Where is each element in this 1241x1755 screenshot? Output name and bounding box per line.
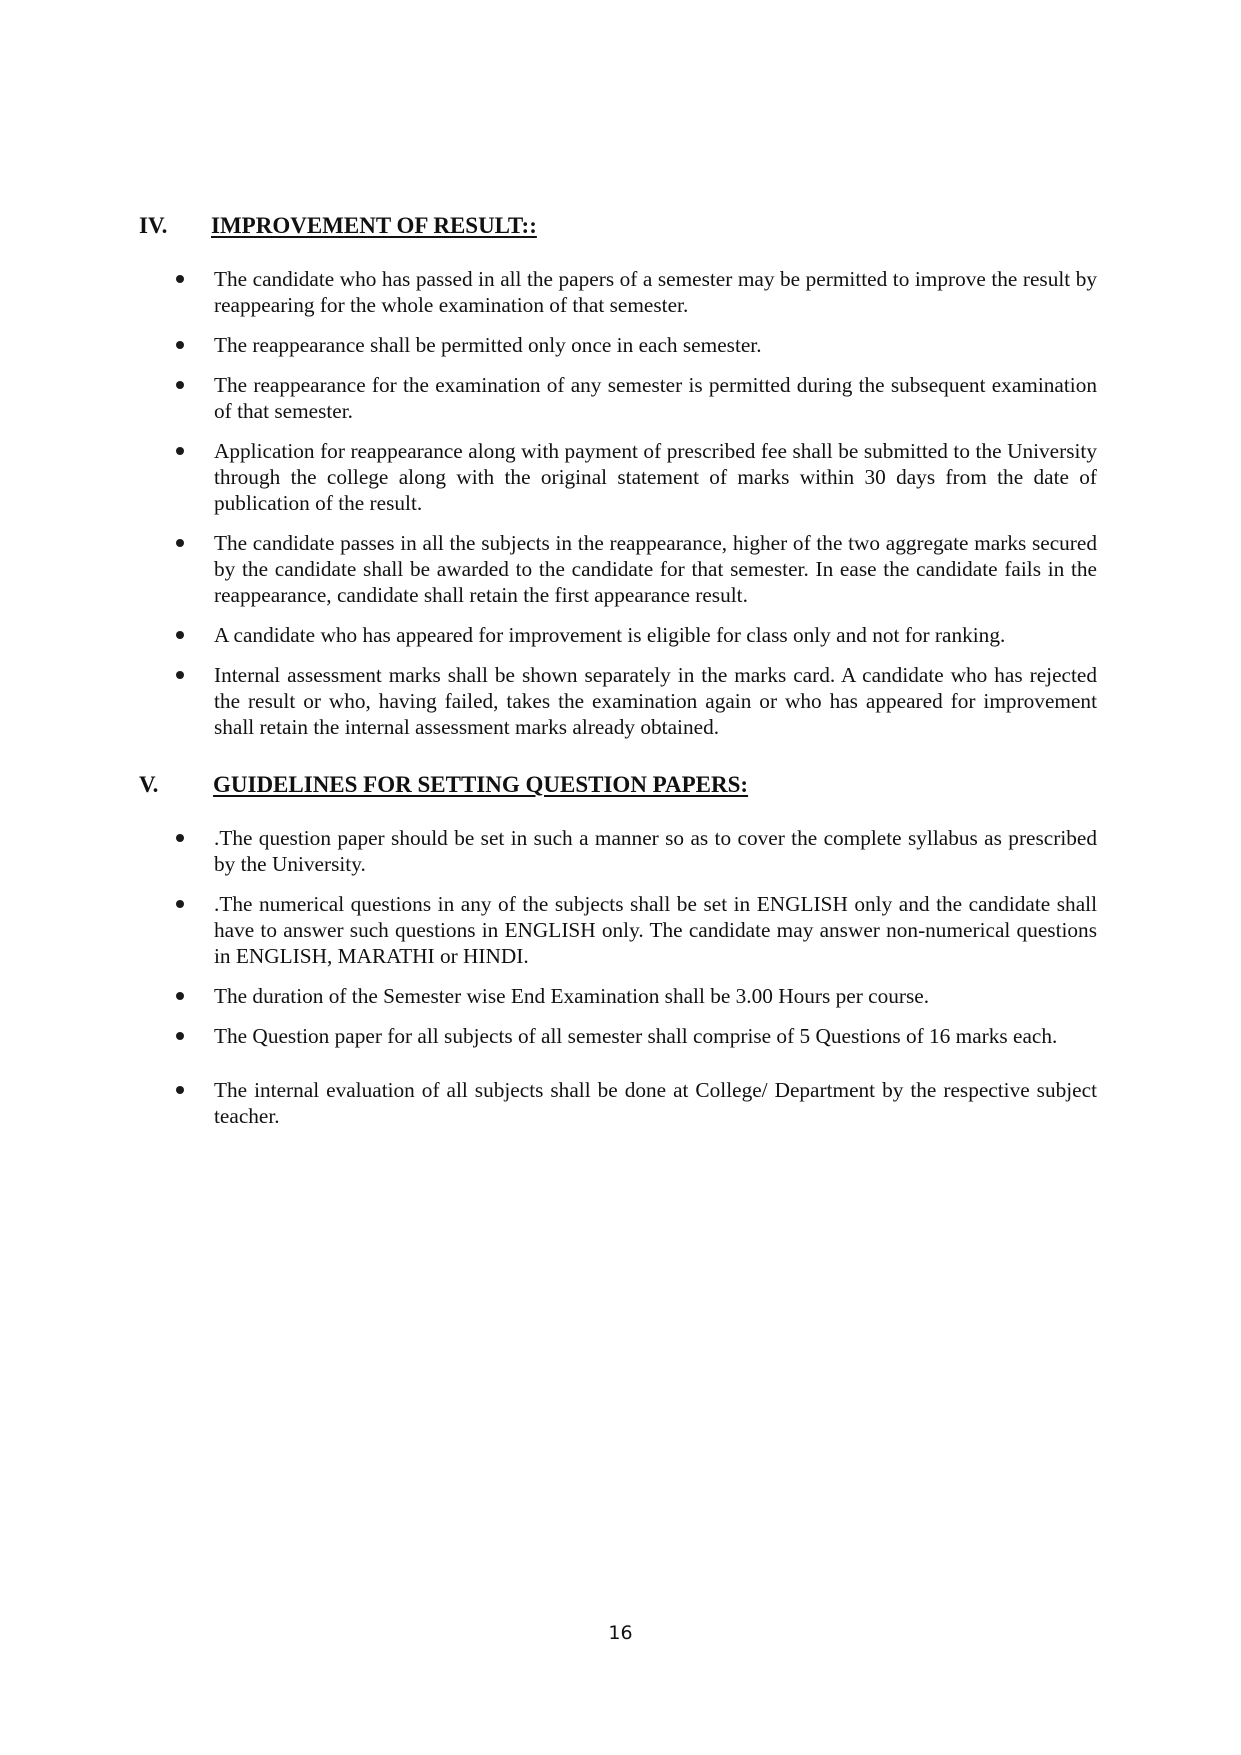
list-item-text: The duration of the Semester wise End Examination shall be 3.00 Hours per course.: [214, 984, 930, 1008]
bullet-icon: [176, 539, 184, 547]
bullet-icon: [176, 631, 184, 639]
list-item: [176, 662, 1097, 740]
list-item-text: The reappearance for the examination of any semester is permitted during the subsequent examination of that semester.: [214, 373, 1097, 423]
list-item-text: Application for reappearance along with payment of prescribed fee shall be submitted to the University through the college along with the original statement of marks within 30 days from the date of publication of the result.: [214, 439, 1097, 515]
list-item-text: The Question paper for all subjects of all semester shall comprise of 5 Questions of 16 marks each.: [214, 1024, 1058, 1048]
bullet-icon: [176, 341, 184, 349]
list-item: [176, 825, 1097, 877]
bullet-icon: [176, 447, 184, 455]
bullet-icon: [176, 275, 184, 283]
list-item-text: A candidate who has appeared for improvement is eligible for class only and not for ranking.: [214, 623, 1006, 647]
list-item: [176, 891, 1097, 969]
list-item: [176, 622, 1097, 648]
list-item-text: Internal assessment marks shall be shown separately in the marks card. A candidate who has rejected the result or who, having failed, takes the examination again or who has appeared for improvement shall retain the internal assessment marks already obtained.: [214, 663, 1097, 739]
list-item: [176, 983, 1097, 1009]
list-item-text: The candidate passes in all the subjects in the reappearance, higher of the two aggregate marks secured by the candidate shall be awarded to the candidate for that semester. In ease the candidate fails in the reappearance, candidate shall retain the first appearance result.: [214, 531, 1097, 607]
bullet-icon: [176, 1032, 184, 1040]
bullet-icon: [176, 671, 184, 679]
bullet-icon: [176, 834, 184, 842]
list-item: [176, 372, 1097, 424]
list-item: [176, 266, 1097, 318]
list-item-text: .The question paper should be set in such a manner so as to cover the complete syllabus as prescribed by the University.: [214, 826, 1097, 876]
bullet-icon: [176, 381, 184, 389]
page-number: 16: [608, 1622, 633, 1644]
bullet-icon: [176, 1086, 184, 1094]
list-item: [176, 1023, 1097, 1049]
list-item-text: The reappearance shall be permitted only once in each semester.: [214, 333, 762, 357]
bullet-icon: [176, 992, 184, 1000]
list-item: [176, 1077, 1097, 1129]
list-item: [176, 438, 1097, 516]
list-item: [176, 530, 1097, 608]
section-title: GUIDELINES FOR SETTING QUESTION PAPERS:: [213, 772, 749, 797]
section-number: IV.: [139, 213, 168, 238]
list-item-text: The candidate who has passed in all the papers of a semester may be permitted to improve the result by reappearing for the whole examination of that semester.: [214, 267, 1097, 317]
list-item-text: .The numerical questions in any of the subjects shall be set in ENGLISH only and the candidate shall have to answer such questions in ENGLISH only. The candidate may answer non-numerical questions in ENGLISH, MARATHI or HINDI.: [214, 892, 1097, 968]
guidelines-bullet-list: [176, 825, 1097, 1143]
improvement-bullet-list: [176, 266, 1097, 754]
list-item-text: The internal evaluation of all subjects shall be done at College/ Department by the respective subject teacher.: [214, 1078, 1097, 1128]
list-item: [176, 332, 1097, 358]
bullet-icon: [176, 900, 184, 908]
section-title: IMPROVEMENT OF RESULT::: [211, 213, 537, 238]
section-number: V.: [139, 772, 159, 797]
